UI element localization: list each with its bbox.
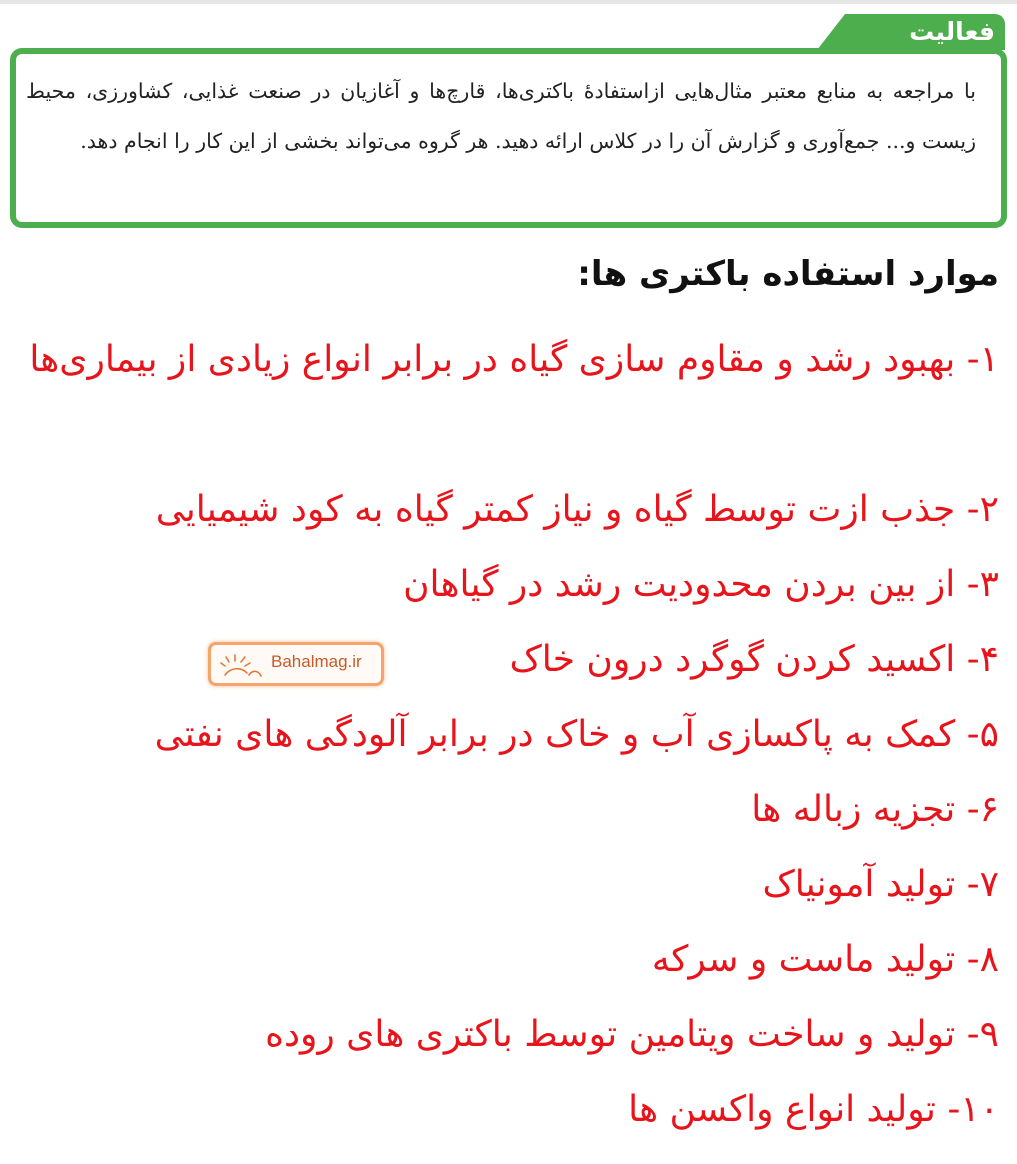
list-item: ۱۰- تولید انواع واکسن ها bbox=[628, 1089, 999, 1130]
list-item: ۱- بهبود رشد و مقاوم سازی گیاه در برابر انواع زیادی از بیماری‌ها bbox=[29, 339, 999, 380]
page-title: موارد استفاده باکتری ها: bbox=[577, 254, 999, 294]
list-item: ۴- اکسید کردن گوگرد درون خاک bbox=[509, 639, 999, 680]
list-item: ۵- کمک به پاکسازی آب و خاک در برابر آلودگی های نفتی bbox=[154, 714, 999, 755]
activity-tab: فعالیت bbox=[845, 14, 1005, 50]
top-divider bbox=[0, 0, 1017, 4]
list-item: ۷- تولید آمونیاک bbox=[762, 864, 999, 905]
watermark-text: Bahalmag.ir bbox=[271, 652, 362, 671]
list-item: ۲- جذب ازت توسط گیاه و نیاز کمتر گیاه به کود شیمیایی bbox=[155, 489, 999, 530]
list-item: ۸- تولید ماست و سرکه bbox=[651, 939, 999, 980]
activity-text: با مراجعه به منابع معتبر مثال‌هایی ازاستفادهٔ باکتری‌ها، قارچ‌ها و آغازیان در صنعت غذایی، کشاورزی، محیط زیست و... جمع‌آوری و گزارش آن را در کلاس ارائه دهید. هر گروه می‌تواند بخشی از این کار را انجام دهد. bbox=[26, 79, 976, 153]
bahal-logo-icon bbox=[219, 649, 265, 681]
watermark-badge[interactable] bbox=[208, 642, 384, 686]
list-item: ۳- از بین بردن محدودیت رشد در گیاهان bbox=[403, 564, 999, 605]
uses-list bbox=[24, 322, 999, 1147]
list-item: ۹- تولید و ساخت ویتامین توسط باکتری های روده bbox=[265, 1014, 999, 1055]
list-item: ۶- تجزیه زباله ها bbox=[751, 789, 999, 830]
